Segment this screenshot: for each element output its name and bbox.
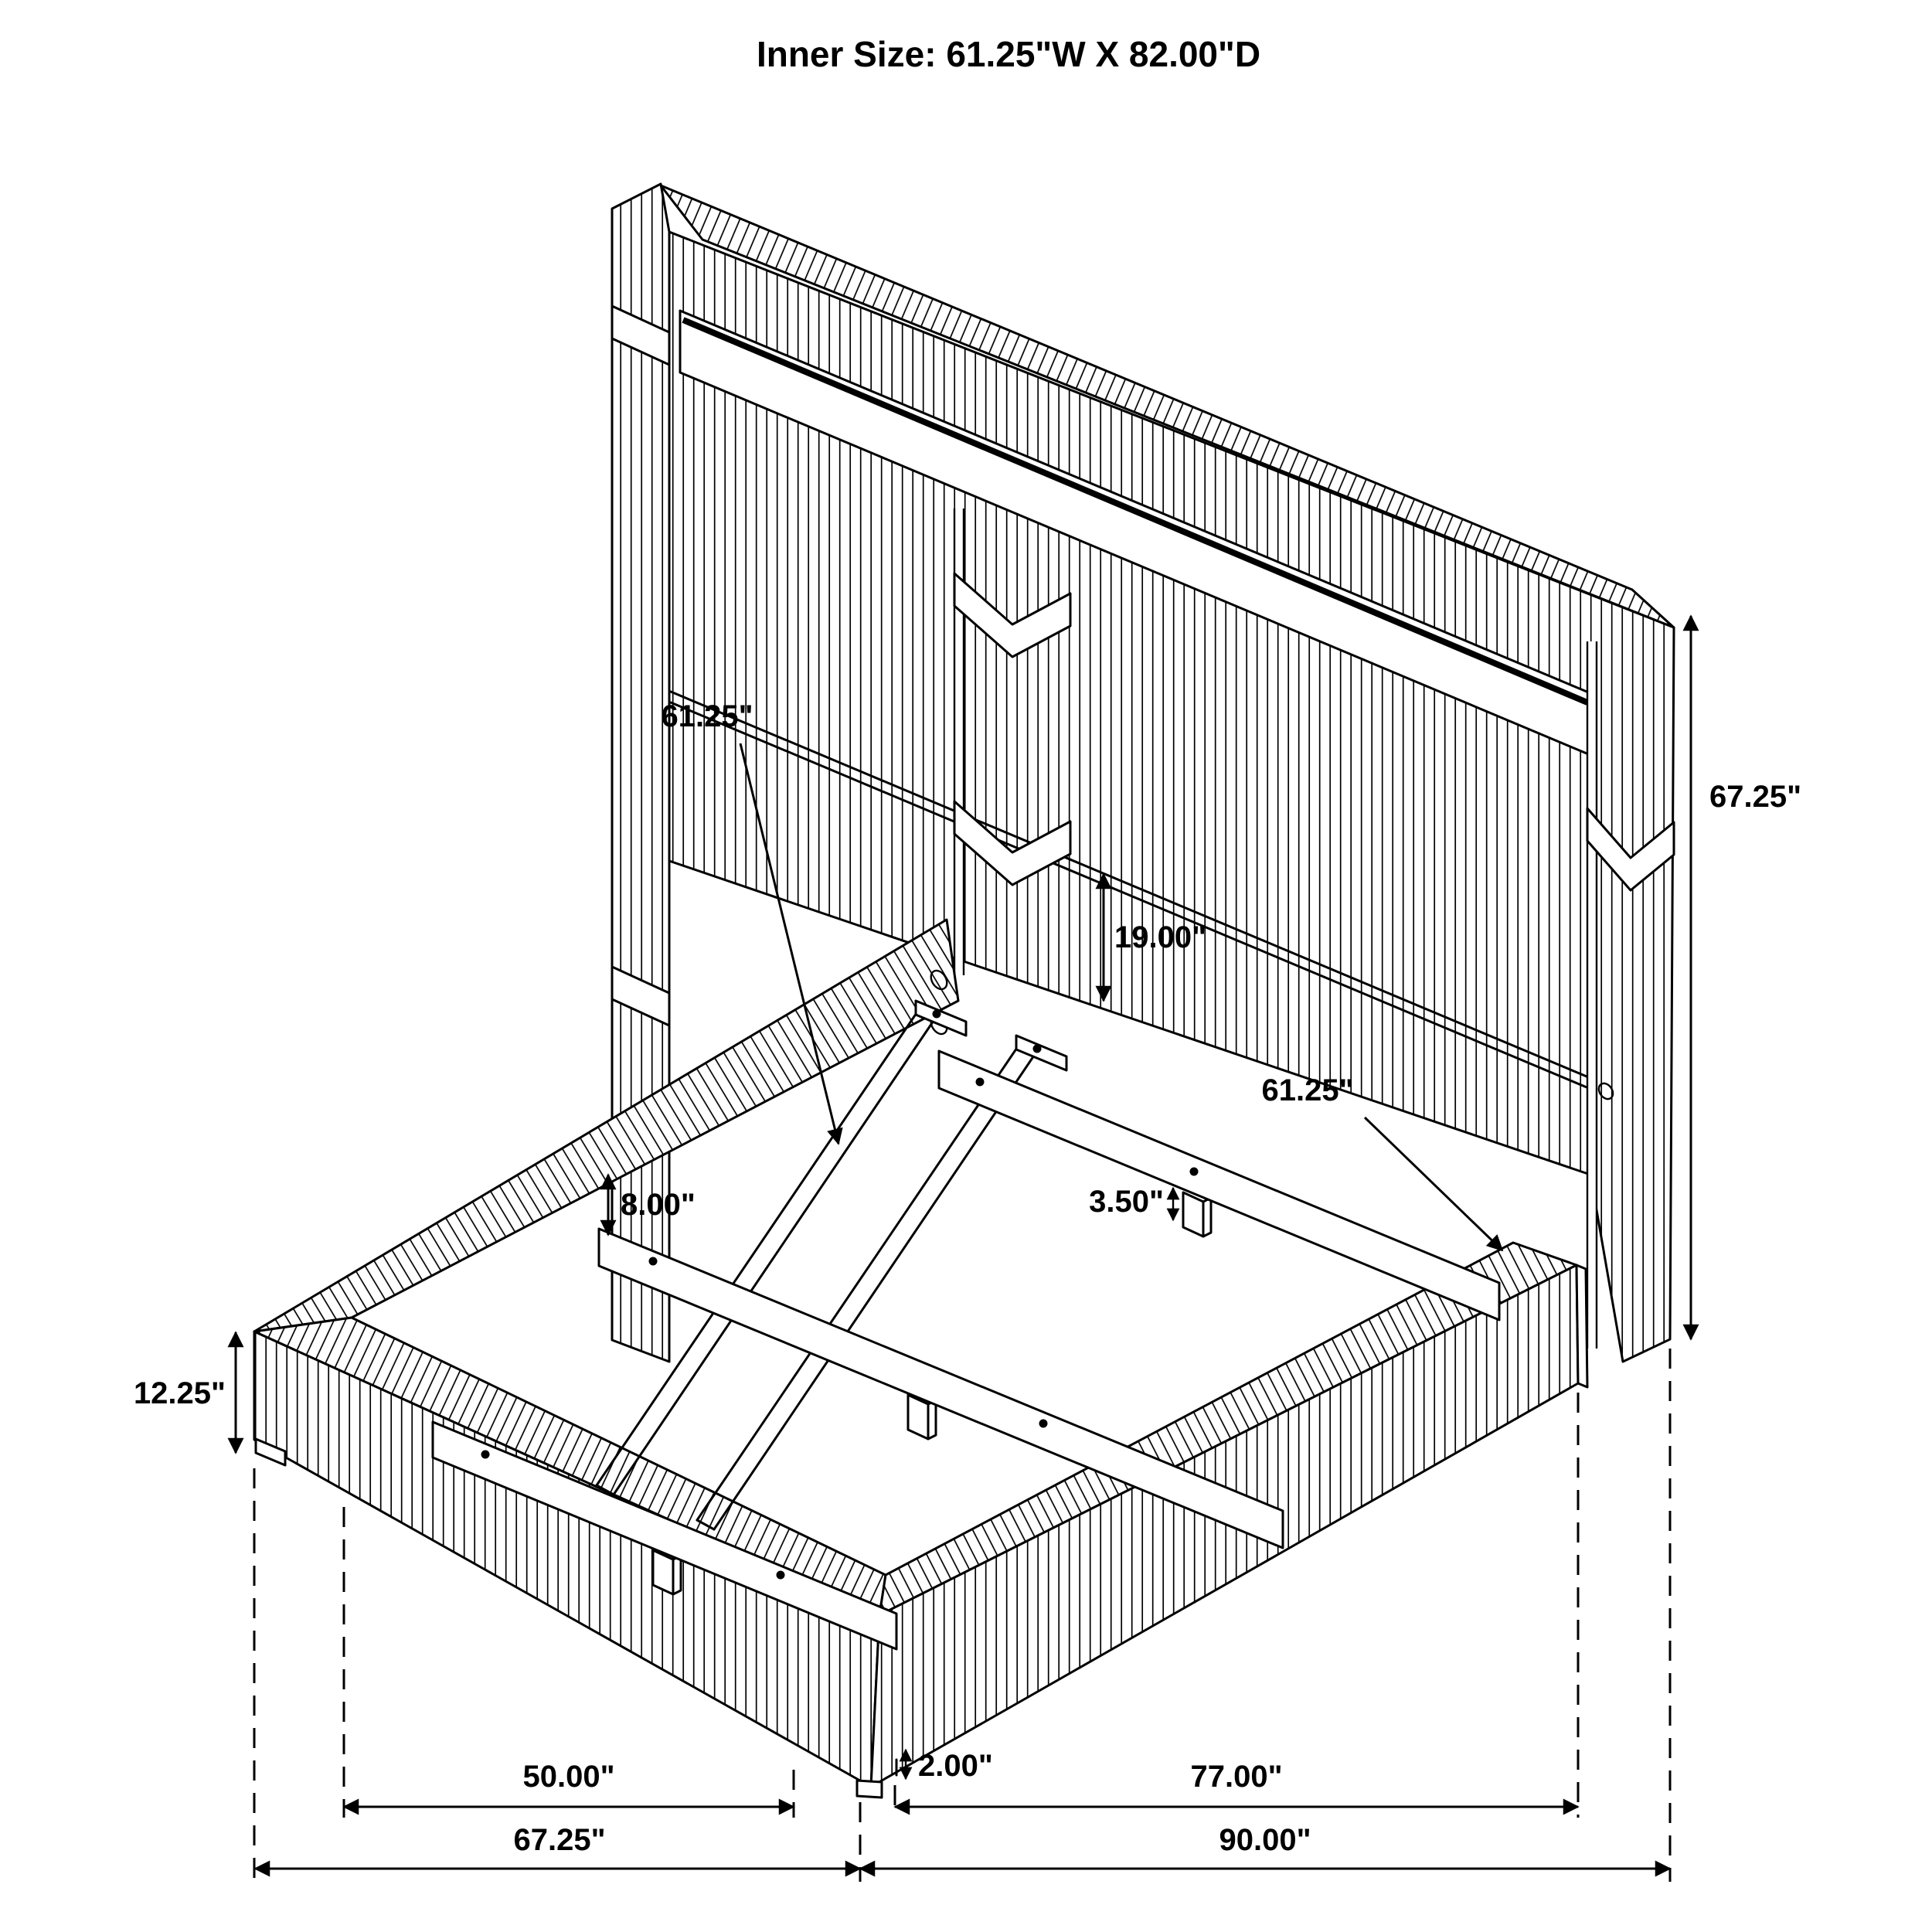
page-title: Inner Size: 61.25"W X 82.00"D: [756, 34, 1261, 74]
support-rail-2-edge2: [714, 1049, 1039, 1529]
dim-foot-height: 2.00": [918, 1749, 993, 1783]
slat-a-leg: [1183, 1192, 1203, 1236]
slat-screw-dot: [976, 1078, 985, 1087]
slat-c-leg-side: [673, 1556, 681, 1594]
slat-b-leg-side: [928, 1400, 936, 1439]
support-rail-2-cap: [1016, 1036, 1066, 1070]
slat-screw-dot: [649, 1257, 658, 1266]
slat-a-leg-side: [1203, 1198, 1211, 1236]
slat-screw-dot: [777, 1571, 785, 1580]
right-rail-end-cap: [1577, 1265, 1587, 1387]
dim-slat-length-mid: 61.25": [1261, 1073, 1354, 1107]
dim-slat-leg-height: 3.50": [1089, 1185, 1164, 1219]
dim-outer-width: 67.25": [513, 1823, 606, 1857]
slat-screw-dot: [1190, 1168, 1199, 1176]
rail-screw-dot: [933, 1010, 941, 1019]
dim-panel-height: 19.00": [1114, 920, 1207, 954]
rail-screw-dot: [1033, 1045, 1042, 1053]
dim-headboard-height: 67.25": [1709, 780, 1802, 814]
dim-outer-depth: 90.00": [1219, 1823, 1311, 1857]
dim-side-rail-length: 77.00": [1190, 1760, 1283, 1794]
dim-slat-length-top: 61.25": [661, 699, 753, 733]
dim-base-height: 12.25": [133, 1376, 226, 1410]
dim-rail-to-slat: 8.00": [621, 1188, 696, 1222]
slat-screw-dot: [1039, 1420, 1048, 1428]
slat-screw-dot: [481, 1451, 490, 1459]
dim-inner-front-width: 50.00": [522, 1760, 615, 1794]
front-corner-foot: [857, 1781, 882, 1798]
